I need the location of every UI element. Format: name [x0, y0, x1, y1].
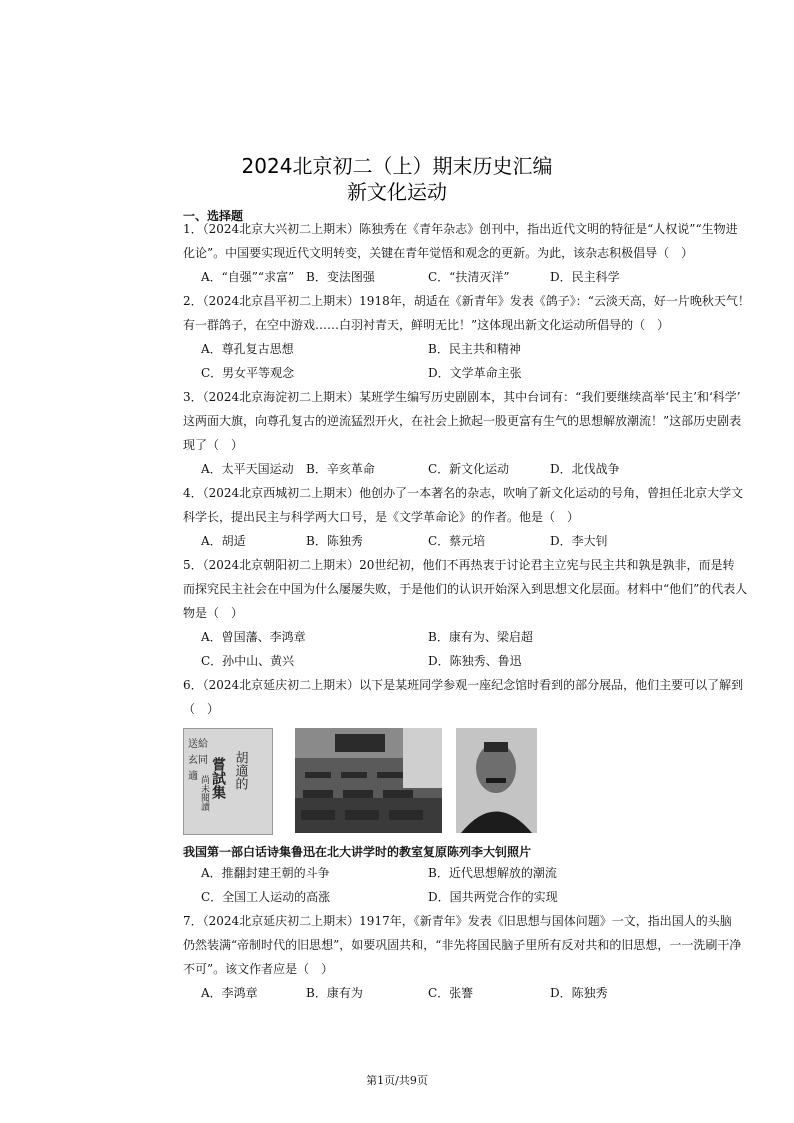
classroom-restoration-photo [295, 728, 442, 833]
option-d: D．北伐战争 [550, 462, 620, 476]
book-author: 胡適的 [232, 751, 248, 790]
question-line: 物是（ ） [183, 606, 244, 620]
question-line: 不可”。该文作者应是（ ） [183, 962, 334, 976]
book-side-left2: 玄同 [188, 755, 208, 766]
page-subtitle: 新文化运动 [347, 180, 447, 204]
question-line: 7．（2024北京延庆初二上期末）1917年，《新青年》发表《旧思想与国体问题》一文，指出国人的头脑 [183, 914, 732, 928]
option-b: B．辛亥革命 [306, 462, 375, 476]
book-side-left3: 適 [188, 771, 198, 782]
question-line: 6．（2024北京延庆初二上期末）以下是某班同学参观一座纪念馆时看到的部分展品，他们主要可以了解到 [183, 678, 744, 692]
exhibit-caption: 我国第一部白话诗集鲁迅在北大讲学时的教室复原陈列李大钊照片 [183, 845, 532, 859]
question-line: 3．（2024北京海淀初二上期末）某班学生编写历史剧剧本，其中台词有：“我们要继续高举‘民主’和‘科学’ [183, 390, 741, 404]
question-line: 2．（2024北京昌平初二上期末）1918年，胡适在《新青年》发表《鸽子》：“云淡天高，好一片晚秋天气！ [183, 294, 750, 308]
option-c: C．孙中山、黄兴 [201, 654, 295, 668]
option-c: C．张謇 [428, 986, 474, 1000]
option-b: B．陈独秀 [306, 534, 363, 548]
option-d: D．陈独秀、鲁迅 [428, 654, 522, 668]
option-a: A．胡适 [201, 534, 246, 548]
question-1 [183, 217, 758, 265]
question-line: 有一群鸽子，在空中游戏……白羽衬青天，鲜明无比！”这体现出新文化运动所倡导的（ ） [183, 318, 670, 332]
option-c: C．“扶清灭洋” [428, 270, 510, 284]
question-2 [183, 289, 758, 337]
option-a: A．尊孔复古思想 [201, 342, 294, 356]
li-dazhao-portrait-photo [456, 728, 537, 833]
option-c: C．全国工人运动的高涨 [201, 890, 331, 904]
option-c: C．男女平等观念 [201, 366, 295, 380]
option-a: A．太平天国运动 [201, 462, 294, 476]
question-line: 现了（ ） [183, 438, 244, 452]
option-d: D．国共两党合作的实现 [428, 890, 558, 904]
question-line: 仍然装满“帝制时代的旧思想”，如要巩固共和，“非先将国民脑子里所有反对共和的旧思想，一一洗刷干净 [183, 938, 742, 952]
question-line: 化论”。中国要实现近代文明转变，关键在青年觉悟和观念的更新。为此，该杂志积极倡导（ ） [183, 246, 694, 260]
section-heading: 一、选择题 [183, 209, 244, 223]
question-line: （ ） [183, 702, 220, 716]
page-footer: 第1页/共9页 [366, 1074, 428, 1087]
question-7 [183, 909, 758, 981]
option-d: D．文学革命主张 [428, 366, 522, 380]
question-line: 科学长，提出民主与科学两大口号，是《文学革命论》的作者。他是（ ） [183, 510, 580, 524]
option-d: D．李大钊 [550, 534, 608, 548]
question-5 [183, 553, 758, 625]
option-d: D．民主科学 [550, 270, 620, 284]
question-line: 而探究民主社会在中国为什么屡屡失败，于是他们的认识开始深入到思想文化层面。材料中“他们”的代表人 [183, 582, 748, 596]
option-b: B．变法图强 [306, 270, 375, 284]
option-b: B．康有为 [306, 986, 363, 1000]
option-b: B．康有为、梁启超 [428, 630, 533, 644]
option-b: B．近代思想解放的潮流 [428, 866, 557, 880]
option-a: A．曾国藩、李鸿章 [201, 630, 306, 644]
option-b: B．民主共和精神 [428, 342, 521, 356]
question-line: 4．（2024北京西城初二上期末）他创办了一本著名的杂志，吹响了新文化运动的号角，曾担任北京大学文 [183, 486, 744, 500]
option-a: A．李鸿章 [201, 986, 258, 1000]
question-line: 1．（2024北京大兴初二上期末）陈独秀在《青年杂志》创刊中，指出近代文明的特征是“人权说”“生物进 [183, 222, 738, 236]
book-title: 嘗試集 [210, 757, 226, 799]
option-a: A．“自强”“求富” [201, 270, 295, 284]
question-line: 5．（2024北京朝阳初二上期末）20世纪初，他们不再热衷于讨论君主立宪与民主共和孰是孰非，而是转 [183, 558, 735, 572]
option-c: C．蔡元培 [428, 534, 486, 548]
question-3 [183, 385, 758, 457]
question-4 [183, 481, 758, 529]
poetry-book-cover-image [183, 728, 273, 835]
page-title: 2024北京初二（上）期末历史汇编 [241, 154, 553, 178]
option-a: A．推翻封建王朝的斗争 [201, 866, 330, 880]
option-d: D．陈独秀 [550, 986, 608, 1000]
book-side-right: 尚未閱讀 [199, 775, 209, 811]
question-6 [183, 673, 758, 721]
question-line: 这两面大旗，向尊孔复古的逆流猛烈开火，在社会上掀起一股更富有生气的思想解放潮流！”这部历史剧表 [183, 414, 742, 428]
option-c: C．新文化运动 [428, 462, 510, 476]
book-side-left: 送給 [188, 739, 208, 750]
